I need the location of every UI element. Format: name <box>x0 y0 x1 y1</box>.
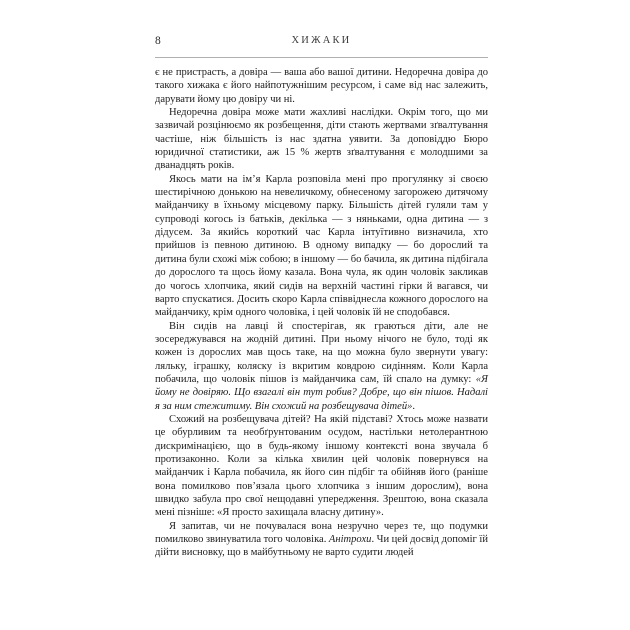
page-number: 8 <box>155 35 161 47</box>
running-head-rule <box>155 57 488 58</box>
paragraph <box>155 520 488 560</box>
running-head-title: ХИЖАКИ <box>291 35 352 46</box>
text-run: є не пристрасть, а довіра — ваша або вашої дитини. Недоречна довіра до такого хижака є його найпотужнішим ресурсом, і саме від нас залежить, дарувати йому цю довіру чи ні. <box>155 67 488 105</box>
paragraph <box>155 320 488 413</box>
paragraph <box>155 173 488 320</box>
text-run: . <box>412 400 416 412</box>
text-run: Недоречна довіра може мати жахливі наслідки. Окрім того, що ми зазвичай розцінюємо як розбещення, діти стають жертвами зґвалтування частіше, ніж більшість із нас здатна уявити. За доповіддю Бюро юридичної статистики, аж 15 % жертв зґвалтування є молодшими за дванадцять років. <box>155 107 488 172</box>
running-head <box>155 36 488 52</box>
text-run: Я запитав, чи не почувалася вона незручно через те, що подумки помилково звинуватила того чоловіка. <box>155 520 488 546</box>
body-text <box>155 66 488 560</box>
text-run: Схожий на розбещувача дітей? На якій підставі? Хтось може назвати це обурливим та необґрунтованим осудом, настільки нетолерантною дискримінацією, що в будь-якому іншому контексті вона звучала б протизаконно. Коли за кілька хвилин цей чоловік повернувся на майданчик і Карла побачила, як його син підбіг та обійняв його (раніше вона помилково пов’язала цього хлопчика з іншим дорослим), вона швидко забула про свої нещодавні упередження. Зрештою, вона сказала мені пізніше: «Я просто захищала власну дитину». <box>155 413 488 519</box>
paragraph <box>155 413 488 520</box>
text-run: . Чи цей досвід допоміг їй дійти висновку, що в майбутньому не варто судити людей <box>155 534 488 559</box>
paragraph <box>155 106 488 173</box>
page-content <box>155 36 488 560</box>
text-run: Він сидів на лавці й спостерігав, як граються діти, але не зосереджувався на жодній дитині. При ньому нічого не було, тоді як кожен із дорослих мав щось таке, на що можна було звернути увагу: ляльку, іграшку, коляску із вкритим ковдрою сидінням. Коли Карла побачила, що чоловік пішов із майданчика сам, їй спало на думку: <box>155 320 488 385</box>
emphasis-text: «Я йому не довіряю. Що взагалі він тут робив? Добре, що він пішов. Надалі я за ним стежитиму. Він схожий на розбещувача дітей» <box>155 373 488 412</box>
emphasis-text: Анітрохи <box>328 534 372 546</box>
paragraph <box>155 66 488 106</box>
text-run: Якось мати на ім’я Карла розповіла мені про прогулянку зі своєю шестирічною донькою на невеличкому, обнесеному загорожею дитячому майданчику в їхньому місцевому парку. Більшість дітей гуляли там у супроводі когось із батьків, декілька — з няньками, одна дитина — з дідусем. За якийсь короткий час Карла інтуїтивно визначила, хто прийшов із певною дитиною. В одному випадку — бо дорослий та дитина були схожі між собою; в іншому — бо бачила, як дитина підбігала до дорослого та щось йому казала. Вона чула, як один чоловік закликав до чогось хлопчика, який сидів на верхній частині гірки й вагався, чи варто спускатися. Досить скоро Карла співвіднесла кожного дорослого на майданчику, крім одного чоловіка, і цей чоловік їй не сподобався. <box>155 173 488 319</box>
